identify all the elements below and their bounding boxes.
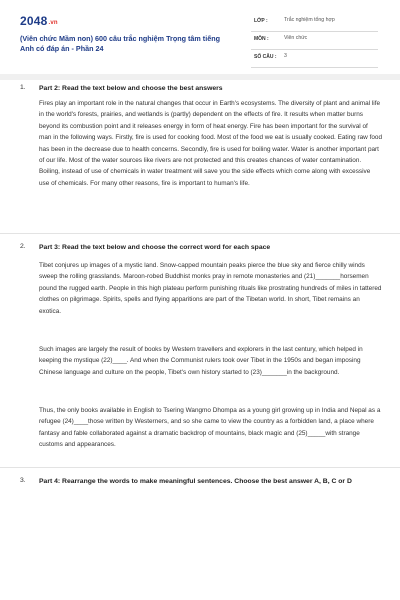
question-title: Part 2: Read the text below and choose the best answers (39, 85, 223, 92)
question-number: 1. (20, 84, 26, 91)
meta-value: 3 (284, 53, 287, 59)
meta-label: SỐ CÂU : (254, 54, 277, 60)
meta-value: Trắc nghiệm tổng hợp (284, 17, 335, 23)
header-divider (0, 74, 400, 80)
section-divider (0, 467, 400, 468)
meta-row-class (251, 14, 378, 32)
passage-paragraph: Fires play an important role in the natural changes that occur in Earth's ecosystems. The diversity of plant and animal life in the world's forests, prairies, and wetlands is (partly) dependent on the effects of fire. It results when matter burns beyond its combustion point and it releases energy in form of heat energy. Fire has been important for the survival of man in the following ways. Firstly, fire is used for cooking food. Most of the food we eat is usually cooked. Eating raw food has been in the decrease due to health concerns. Secondly, fire is used for boiling water. Water is another important part of our life. Most of the water sources like rivers are not protected and this creates chances of water contamination. Boiling, instead of use of chemicals in water treatment will save you the side effects which come along with excessive use of chemicals. For many other reasons, fire is important to human's life. (39, 100, 383, 187)
document-title: (Viên chức Mầm non) 600 câu trắc nghiệm Trọng tâm tiếng Anh có đáp án - Phần 24 (20, 34, 220, 53)
logo-text: 2048 (20, 14, 48, 28)
document-meta (251, 14, 378, 68)
meta-label: LỚP : (254, 18, 268, 24)
question-number: 2. (20, 243, 26, 250)
meta-row-subject (251, 32, 378, 50)
question-number: 3. (20, 477, 26, 484)
meta-value: Viên chức (284, 35, 308, 41)
question-title: Part 4: Rearrange the words to make meaningful sentences. Choose the best answer A, B, C or D (39, 478, 352, 485)
question-title: Part 3: Read the text below and choose the correct word for each space (39, 244, 271, 251)
passage-paragraph: Tibet conjures up images of a mystic land. Snow-capped mountain peaks pierce the blue sky and fierce chilly winds sweep the rolling grasslands. Maroon-robed Buddhist monks pray in remote monasteries and (21)_______horsemen pound the rugged earth. People in this high plateau perform punishing rituals like prostrating hundreds of miles in tattered clothes on pilgrimage. Spirits, spells and flying apparitions are part of the Tibetan world. In short, Tibet remains an exotica. (39, 262, 382, 315)
meta-label: MÔN : (254, 36, 269, 42)
logo-domain: .vn (48, 20, 58, 26)
passage-paragraph: Such images are largely the result of books by Western travellers and explorers in the last century, which helped in keeping the mystique (22)____. And when the Communist rulers took over Tibet in the 1950s and began imposing Chinese language and culture on the people, Tibet's own history started to (23)_______in the background. (39, 346, 363, 376)
meta-row-question-count (251, 50, 378, 68)
section-divider (0, 233, 400, 234)
document-header (0, 0, 400, 74)
passage-paragraph: Thus, the only books available in English to Tsering Wangmo Dhompa as a young girl growing up in India and Nepal as a refugee (24)____those written by Westerners, and so she came to view the country as a forbidden land, a place where fantasy and fable collaborated against a dramatic backdrop of mountains, black magic and (25)_____with strange customs and appearances. (39, 407, 381, 449)
site-logo[interactable] (20, 14, 58, 28)
